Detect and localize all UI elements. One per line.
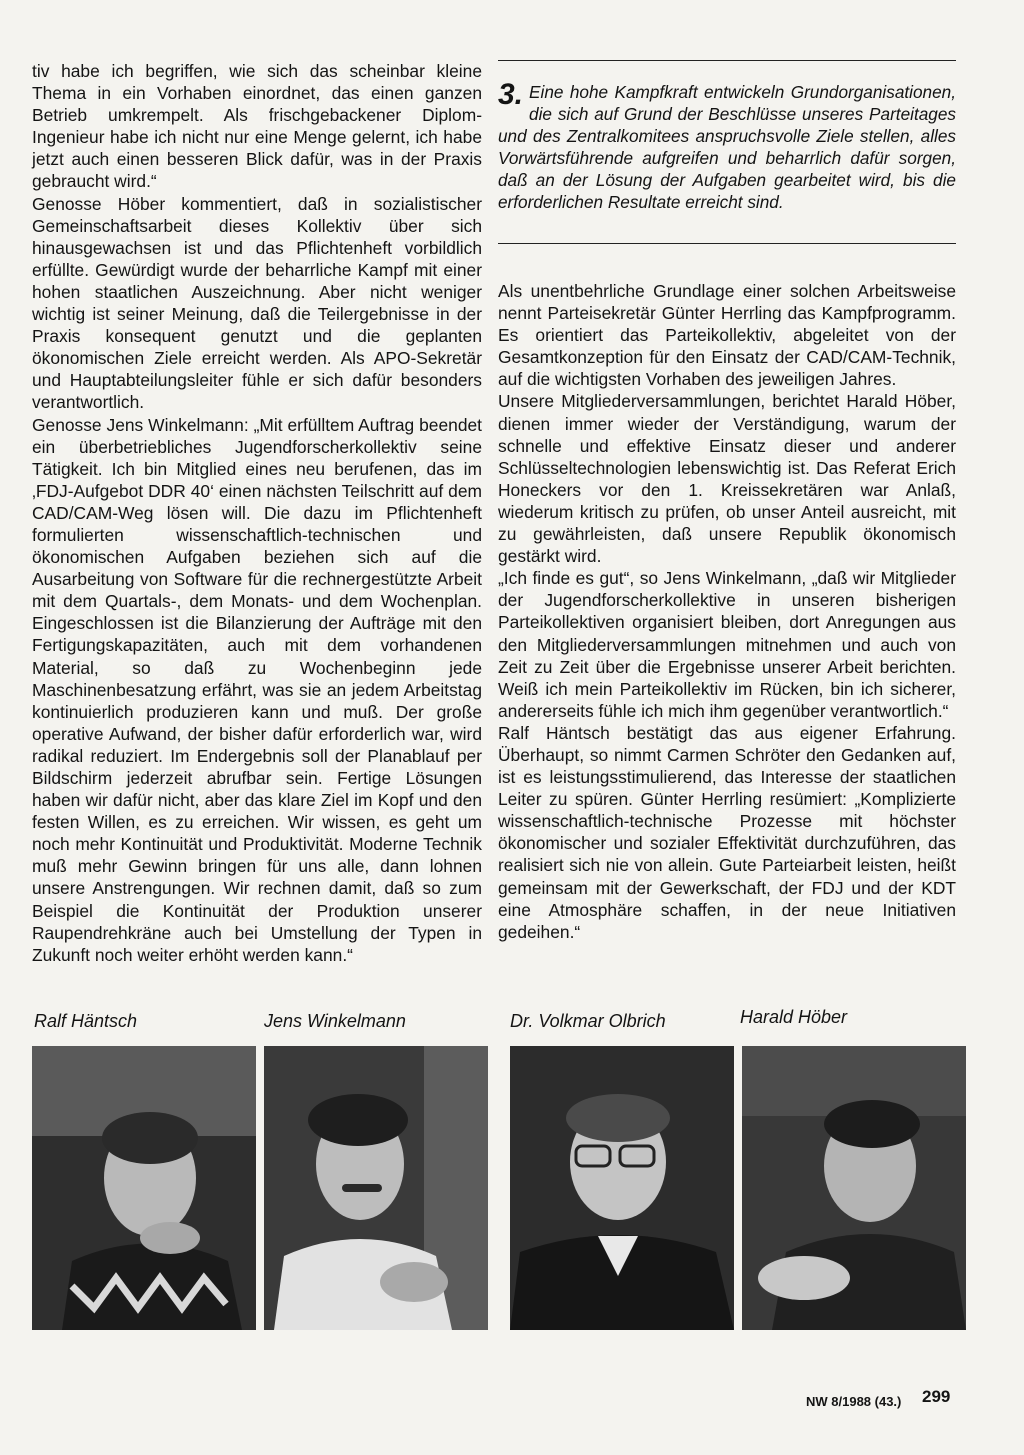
photo-caption-jens-winkelmann: Jens Winkelmann [264,1011,406,1031]
photo-ralf-haentsch [32,1046,256,1330]
page-number: 299 [922,1387,951,1406]
photo-caption-volkmar-olbrich: Dr. Volkmar Olbrich [510,1011,666,1031]
photo-caption-ralf-haentsch: Ralf Häntsch [34,1011,138,1031]
right-paragraph-1: Als unentbehrliche Grundlage einer solchen Arbeitsweise nennt Parteisekretär Günter Herrling das Kampfprogramm. Es orientiert das Parteikollektiv, abgeleitet von der Gesamtkonzeption für den Einsatz der CAD/CAM-Technik, auf die wichtigsten Vorhaben des jeweiligen Jahres. [498,281,956,390]
highlight-text-block [498,78,956,214]
right-column [498,280,956,943]
highlight-number: 3. [498,78,524,111]
left-column [32,60,482,966]
left-paragraph-1: tiv habe ich begriffen, wie sich das scheinbar kleine Thema in ein Vorhaben einordnet, das einen ganzen Betrieb umkrempelt. Als frischgebackener Diplom-Ingenieur habe ich nicht nur eine Menge gelernt, ich habe jetzt auch einen besseren Blick dafür, was in der Praxis gebraucht wird.“ [32,61,482,192]
portrait-photo-icon [32,1046,256,1330]
right-paragraph-4: Ralf Häntsch bestätigt das aus eigener Erfahrung. Überhaupt, so nimmt Carmen Schröter den Gedanken auf, ist es leistungsstimulierend, das Interesse der staatlichen Leiter zu spüren. Günter Herrling resümiert: „Komplizierte wissenschaftlich-technische Prozesse mit höchster ökonomischer und sozialer Effektivität durchzuführen, das realisiert sich nie von allein. Gute Parteiarbeit leisten, heißt gemeinsam mit der Gewerkschaft, der FDJ und der KDT eine Atmosphäre schaffen, in der neue Initiativen gedeihen.“ [498,722,956,942]
photo-caption-harald-hoeber: Harald Höber [740,1007,848,1027]
portrait-photo-icon [742,1046,966,1330]
issue-reference: NW 8/1988 (43.) [806,1394,902,1409]
left-paragraph-2: Genosse Höber kommentiert, daß in sozialistischer Gemeinschaftsarbeit dieses Kollektiv über sich hinausgewachsen ist und das Pflichtenheft vorbildlich erfüllte. Gewürdigt wurde der beharrliche Kampf mit einer hohen staatlichen Auszeichnung. Aber nicht weniger wichtig ist seiner Meinung, daß die Teilergebnisse in der Praxis konsequent genutzt und die geplanten ökonomischen Ziele erreicht werden. Als APO-Sekretär und Hauptabteilungsleiter fühle er sich dafür besonders verantwortlich. [32,193,482,413]
right-paragraph-3: „Ich finde es gut“, so Jens Winkelmann, „daß wir Mitglieder der Jugendforscherkollektive in unseren bisherigen Parteikollektiven organisiert bleiben, dort Anregungen aus den Mitgliederversammlungen mitnehmen und auch von Zeit zu Zeit über die Ergebnisse unserer Arbeit berichten. Weiß ich mein Parteikollektiv im Rücken, bin ich sicherer, andererseits fühle ich mich ihm gegenüber verantwortlich.“ [498,568,956,721]
left-paragraph-3: Genosse Jens Winkelmann: „Mit erfülltem Auftrag beendet ein überbetriebliches Jugendforscherkollektiv seine Tätigkeit. Ich bin Mitglied eines neu berufenen, das im ‚FDJ-Aufgebot DDR 40‘ einen nächsten Teilschritt auf dem CAD/CAM-Weg lösen will. Die dazu im Pflichtenheft formulierten wissenschaftlich-technischen und ökonomischen Aufgaben beziehen sich auf die Ausarbeitung von Software für die rechnergestützte Arbeit mit dem Quartals-, dem Monats- und dem Wochenplan. Eingeschlossen ist die Bilanzierung der Aufträge mit den Fertigungskapazitäten, auch mit dem vorhandenen Material, so daß zu Wochenbeginn jede Maschinenbesatzung erfährt, was sie an jedem Arbeitstag kontinuierlich produzieren kann und muß. Der große operative Aufwand, der bisher dafür erforderlich war, wird radikal reduziert. Im Endergebnis soll der Planablauf per Bildschirm jederzeit abrufbar sein. Fertige Lösungen haben wir dafür nicht, aber das klare Ziel im Kopf und den festen Willen, es zu erreichen. Wir wissen, es geht um noch mehr Kontinuität und Produktivität. Moderne Technik muß mehr Gewinn bringen für uns alle, dann lohnen unsere Anstrengungen. Wir rechnen damit, daß so zum Beispiel die Kontinuität der Produktion unserer Raupendrehkräne auch bei Umstellung der Typen in Zukunft noch weiter erhöht werden kann.“ [32,414,482,965]
highlight-text: Eine hohe Kampfkraft entwickeln Grundorganisationen, die sich auf Grund der Beschlüsse unseres Parteitages und des Zentralkomitees anspruchsvolle Ziele stellen, alles Vorwärtsführende aufgreifen und beharrlich dafür sorgen, daß an der Lösung der Aufgaben gearbeitet wird, bis die erforderlichen Resultate erreicht sind. [498,82,956,213]
portrait-photo-icon [264,1046,488,1330]
photo-volkmar-olbrich [510,1046,734,1330]
right-paragraph-2: Unsere Mitgliederversammlungen, berichtet Harald Höber, dienen immer wieder der Verständigung, warum der schnelle und effektive Einsatz dieser und anderer Schlüsseltechnologien lebenswichtig ist. Das Referat Erich Honeckers vor den 1. Kreissekretären war Anlaß, wiederum kritisch zu prüfen, ob unser Anteil ausreicht, mit zu gewährleisten, daß unsere Republik ökonomisch gestärkt wird. [498,391,956,567]
highlight-box [498,60,956,244]
photo-harald-hoeber [742,1046,966,1330]
portrait-photo-icon [510,1046,734,1330]
photo-jens-winkelmann [264,1046,488,1330]
